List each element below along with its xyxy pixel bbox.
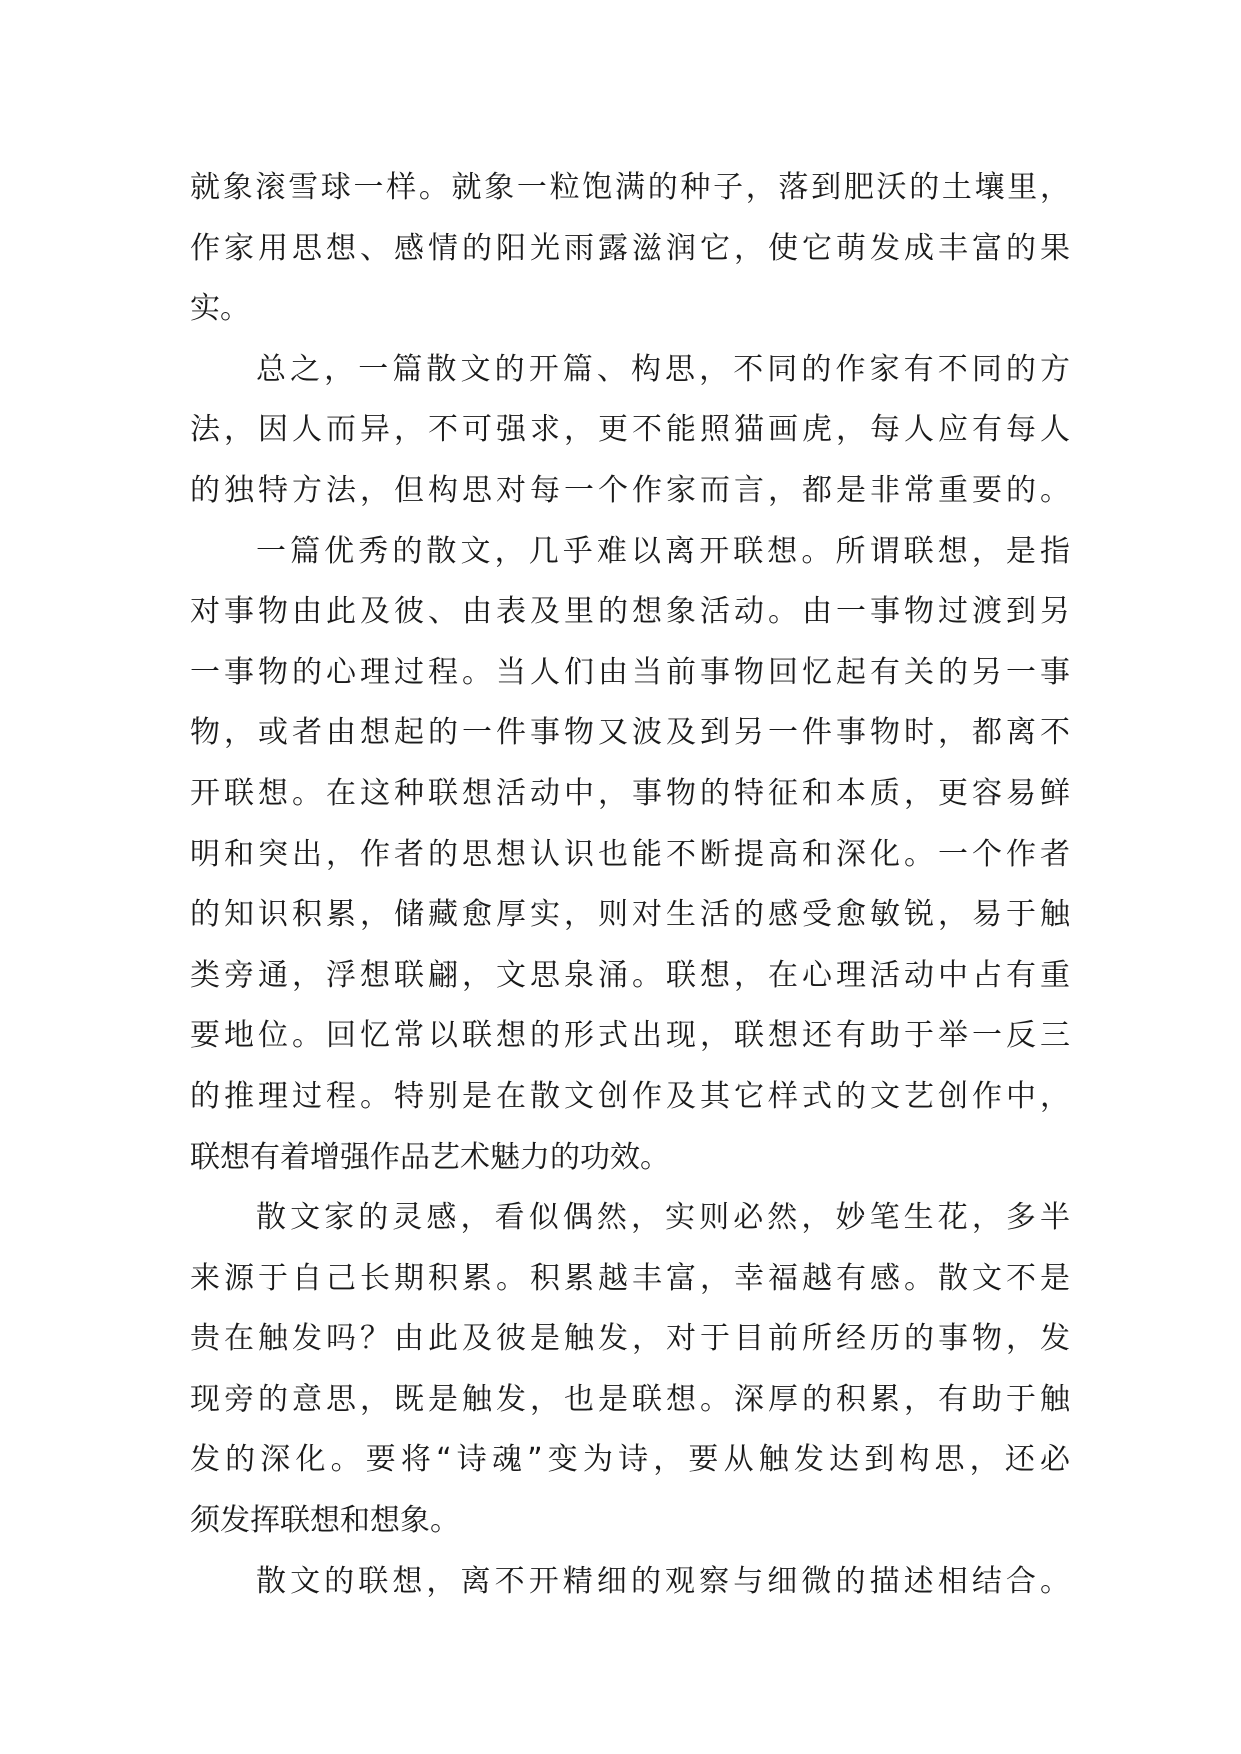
text-line: 贵在触发吗？由此及彼是触发，对于目前所经历的事物，发 bbox=[190, 1321, 1070, 1357]
text-line: 就象滚雪球一样。就象一粒饱满的种子，落到肥沃的土壤里， bbox=[190, 170, 1070, 205]
text-line: 总之，一篇散文的开篇、构思，不同的作家有不同的方 bbox=[256, 351, 1070, 387]
text-line: 一篇优秀的散文，几乎难以离开联想。所谓联想，是指 bbox=[256, 533, 1070, 569]
text-line: 现旁的意思，既是触发，也是联想。深厚的积累，有助于触 bbox=[190, 1381, 1070, 1417]
text-line: 法，因人而异，不可强求，更不能照猫画虎，每人应有每人 bbox=[190, 412, 1070, 448]
text-line: 的知识积累，储藏愈厚实，则对生活的感受愈敏锐，易于触 bbox=[190, 897, 1070, 933]
text-line: 联想有着增强作品艺术魅力的功效。 bbox=[190, 1139, 670, 1175]
text-line: 开联想。在这种联想活动中，事物的特征和本质，更容易鲜 bbox=[190, 775, 1070, 811]
text-line: 来源于自己长期积累。积累越丰富，幸福越有感。散文不是 bbox=[190, 1260, 1070, 1296]
text-line: 散文的联想，离不开精细的观察与细微的描述相结合。 bbox=[256, 1563, 1070, 1599]
text-line: 作家用思想、感情的阳光雨露滋润它，使它萌发成丰富的果 bbox=[190, 230, 1070, 266]
document-body bbox=[190, 158, 1070, 1612]
text-line: 的独特方法，但构思对每一个作家而言，都是非常重要的。 bbox=[190, 472, 1070, 508]
text-line: 类旁通，浮想联翩，文思泉涌。联想，在心理活动中占有重 bbox=[190, 957, 1070, 993]
text-line: 发的深化。要将“诗魂”变为诗，要从触发达到构思，还必 bbox=[190, 1442, 1070, 1478]
text-line: 实。 bbox=[190, 291, 250, 327]
text-line: 散文家的灵感，看似偶然，实则必然，妙笔生花，多半 bbox=[256, 1200, 1070, 1236]
text-line: 须发挥联想和想象。 bbox=[190, 1503, 460, 1539]
text-line: 的推理过程。特别是在散文创作及其它样式的文艺创作中， bbox=[190, 1078, 1070, 1114]
text-line: 一事物的心理过程。当人们由当前事物回忆起有关的另一事 bbox=[190, 654, 1070, 690]
text-line: 对事物由此及彼、由表及里的想象活动。由一事物过渡到另 bbox=[190, 594, 1070, 630]
text-line: 要地位。回忆常以联想的形式出现，联想还有助于举一反三 bbox=[190, 1018, 1070, 1054]
text-line: 物，或者由想起的一件事物又波及到另一件事物时，都离不 bbox=[190, 715, 1070, 751]
text-line: 明和突出，作者的思想认识也能不断提高和深化。一个作者 bbox=[190, 836, 1070, 872]
